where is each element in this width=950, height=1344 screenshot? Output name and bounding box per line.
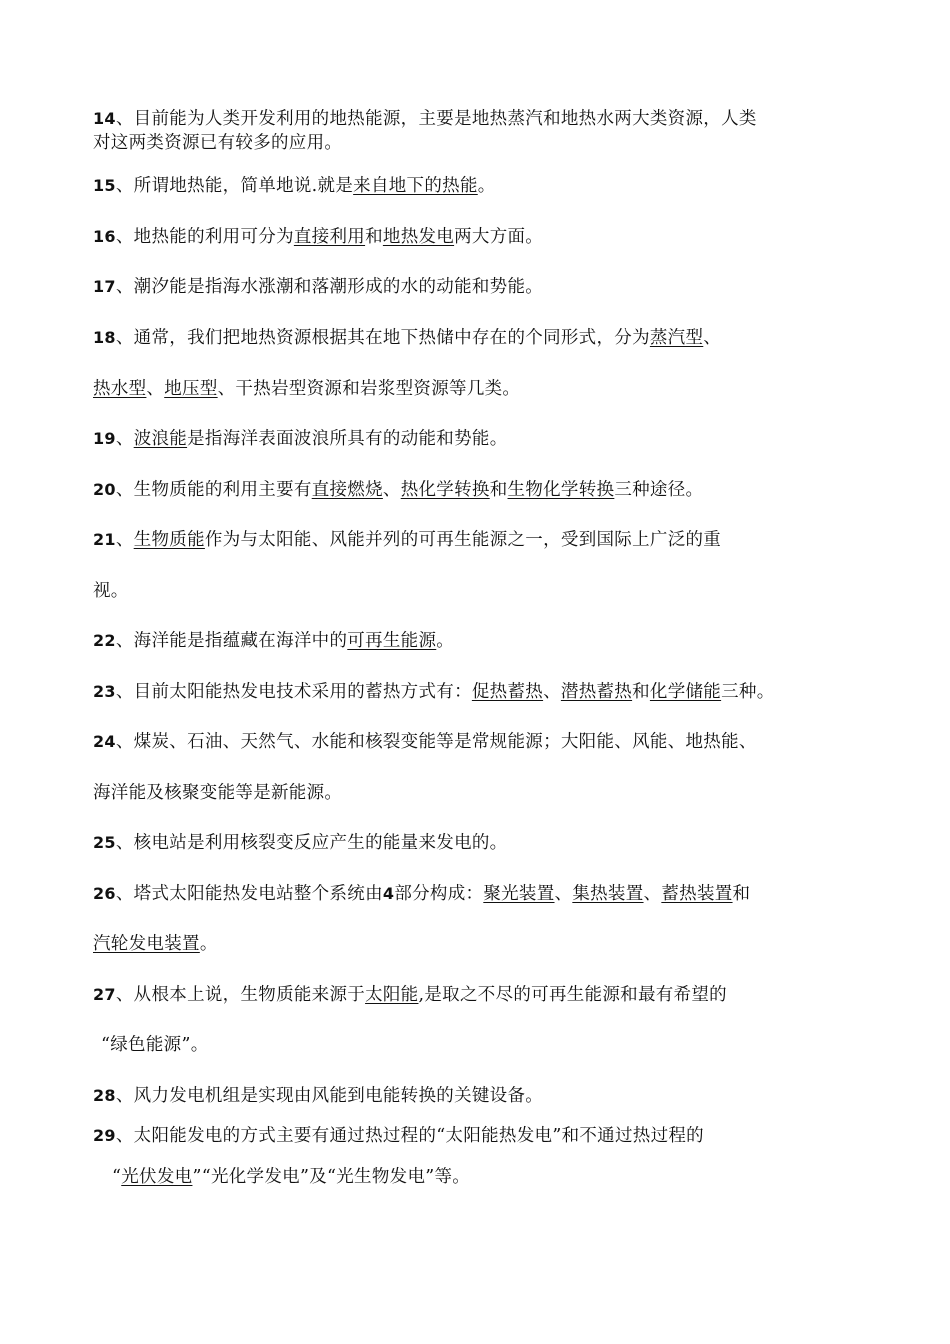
underlined-answer: 聚光装置 xyxy=(483,884,555,904)
item-text: ”“光化学发电”及“光生物发电”等。 xyxy=(192,1167,471,1187)
list-item-line xyxy=(93,427,508,451)
item-number: 23 xyxy=(93,682,116,701)
item-text: 、从根本上说，生物质能来源于 xyxy=(115,985,366,1005)
item-text: 是指海洋表面波浪所具有的动能和势能。 xyxy=(187,429,508,449)
item-text: 、地热能的利用可分为 xyxy=(115,227,294,247)
item-text: 和 xyxy=(365,227,383,247)
item-text: 。 xyxy=(477,176,496,196)
list-item-line xyxy=(93,107,757,131)
item-text: 三种途径。 xyxy=(614,480,704,500)
item-text: 、 xyxy=(543,682,561,702)
list-item-line xyxy=(93,831,507,855)
item-number: 18 xyxy=(93,328,116,347)
list-item-line xyxy=(93,377,520,401)
item-text: 、生物质能的利用主要有 xyxy=(115,480,312,500)
list-item-line xyxy=(101,1033,209,1057)
underlined-answer: 直接利用 xyxy=(293,227,366,247)
item-text: 、 xyxy=(382,480,401,500)
underlined-answer: 蒸汽型 xyxy=(649,328,704,348)
item-text: 、目前能为人类开发利用的地热能源，主要是地热蒸汽和地热水两大类资源，人类 xyxy=(115,109,757,129)
list-item-line xyxy=(93,781,342,805)
item-text: 、风力发电机组是实现由风能到电能转换的关键设备。 xyxy=(115,1086,544,1106)
item-number: 19 xyxy=(93,429,116,448)
underlined-answer: 热水型 xyxy=(93,379,147,399)
underlined-answer: 热化学转换 xyxy=(400,480,490,500)
item-text: 两大方面。 xyxy=(454,227,544,247)
item-text: 和 xyxy=(489,480,508,500)
item-text: 作为与太阳能、风能并列的可再生能源之一，受到国际上广泛的重 xyxy=(204,530,722,550)
list-item-line xyxy=(93,1084,543,1108)
list-item-line xyxy=(93,1124,704,1148)
item-text: 、 xyxy=(115,429,134,449)
item-text: 、 xyxy=(146,379,165,399)
item-text: 三种。 xyxy=(721,682,775,702)
underlined-answer: 蓄热装置 xyxy=(661,884,733,904)
list-item-line xyxy=(93,174,496,198)
underlined-answer: 地压型 xyxy=(164,379,218,399)
underlined-answer: 生物化学转换 xyxy=(507,480,615,500)
item-number: 20 xyxy=(93,480,116,499)
item-text: 、所谓地热能，简单地说.就是 xyxy=(115,176,354,196)
item-text: 。 xyxy=(199,934,218,954)
item-text: 。 xyxy=(436,631,455,651)
item-number: 15 xyxy=(93,176,116,195)
item-text: “ xyxy=(112,1167,122,1187)
underlined-answer: 化学储能 xyxy=(649,682,722,702)
item-number: 22 xyxy=(93,631,116,650)
underlined-answer: 直接燃烧 xyxy=(311,480,383,500)
list-item-line xyxy=(93,629,454,653)
item-text: 、海洋能是指蕴藏在海洋中的 xyxy=(115,631,348,651)
list-item-line xyxy=(93,131,342,155)
list-item-line xyxy=(93,680,775,704)
list-item-line xyxy=(93,932,218,956)
item-number: 14 xyxy=(93,109,116,128)
item-text: 、通常，我们把地热资源根据其在地下热储中存在的个同形式，分为 xyxy=(115,328,650,348)
item-number: 21 xyxy=(93,530,116,549)
item-text: 4 xyxy=(382,884,395,903)
underlined-answer: 潜热蓄热 xyxy=(560,682,633,702)
item-text: 、 xyxy=(115,530,134,550)
item-number: 29 xyxy=(93,1126,116,1145)
underlined-answer: 来自地下的热能 xyxy=(353,176,478,196)
item-text: 、 xyxy=(554,884,573,904)
item-text: 、 xyxy=(703,328,722,348)
underlined-answer: 生物质能 xyxy=(133,530,205,550)
list-item-line xyxy=(93,225,543,249)
item-text: 、 xyxy=(643,884,662,904)
item-text: 、太阳能发电的方式主要有通过热过程的“太阳能热发电”和不通过热过程的 xyxy=(115,1126,704,1146)
item-text: 海洋能及核聚变能等是新能源。 xyxy=(93,783,343,803)
item-text: 、煤炭、石油、天然气、水能和核裂变能等是常规能源；大阳能、风能、地热能、 xyxy=(115,732,757,752)
item-number: 26 xyxy=(93,884,116,903)
item-number: 16 xyxy=(93,227,116,246)
item-text: 、目前太阳能热发电技术采用的蓄热方式有： xyxy=(115,682,472,702)
item-number: 25 xyxy=(93,833,116,852)
underlined-answer: 可再生能源 xyxy=(347,631,437,651)
item-text: “绿色能源”。 xyxy=(101,1035,209,1055)
item-text: 、干热岩型资源和岩浆型资源等几类。 xyxy=(217,379,521,399)
item-number: 24 xyxy=(93,732,116,751)
underlined-answer: 太阳能 xyxy=(365,985,419,1005)
underlined-answer: 促热蓄热 xyxy=(471,682,544,702)
underlined-answer: 汽轮发电装置 xyxy=(93,934,200,954)
list-item-line xyxy=(93,528,721,552)
list-item-line xyxy=(93,478,703,502)
underlined-answer: 地热发电 xyxy=(382,227,455,247)
item-text: ,是取之不尽的可再生能源和最有希望的 xyxy=(418,985,727,1005)
item-text: 视。 xyxy=(93,581,129,601)
item-text: 、塔式太阳能热发电站整个系统由 xyxy=(115,884,383,904)
list-item-line xyxy=(93,275,543,299)
item-text: 和 xyxy=(632,682,650,702)
list-item-line xyxy=(93,326,721,350)
underlined-answer: 波浪能 xyxy=(133,429,188,449)
list-item-line xyxy=(93,983,727,1007)
underlined-answer: 光伏发电 xyxy=(121,1167,193,1187)
list-item-line xyxy=(93,579,129,603)
item-text: 部分构成： xyxy=(394,884,484,904)
item-text: 和 xyxy=(732,884,751,904)
item-text: 对这两类资源已有较多的应用。 xyxy=(93,133,343,153)
item-text: 、潮汐能是指海水涨潮和落潮形成的水的动能和势能。 xyxy=(115,277,544,297)
list-item-line xyxy=(93,882,750,906)
list-item-line xyxy=(112,1165,470,1189)
item-number: 27 xyxy=(93,985,116,1004)
list-item-line xyxy=(93,730,757,754)
item-number: 17 xyxy=(93,277,116,296)
item-text: 、核电站是利用核裂变反应产生的能量来发电的。 xyxy=(115,833,508,853)
underlined-answer: 集热装置 xyxy=(572,884,644,904)
item-number: 28 xyxy=(93,1086,116,1105)
